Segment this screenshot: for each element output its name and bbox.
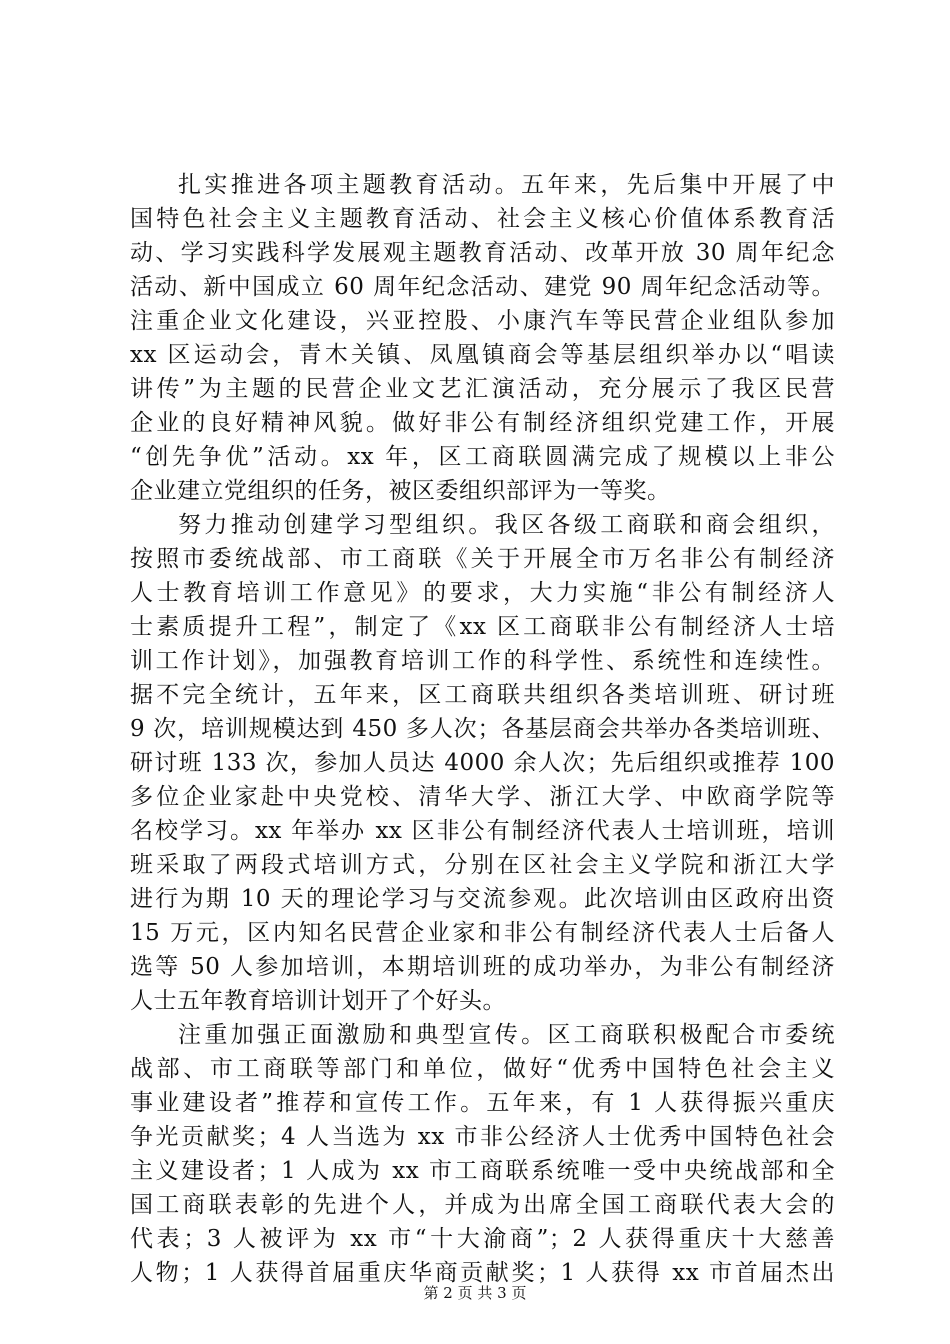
- paragraph-1-line-4: 活动、新中国成立 60 周年纪念活动、建党 90 周年纪念活动等。: [130, 274, 835, 300]
- paragraph-3-line-8: 人物；1 人获得首届重庆华商贡献奖；1 人获得 xx 市首届杰出: [130, 1260, 835, 1286]
- paragraph-2-line-6: 据不完全统计，五年来，区工商联共组织各类培训班、研讨班: [130, 682, 835, 708]
- document-body: [130, 168, 835, 1290]
- paragraph-2-line-15: 人士五年教育培训计划开了个好头。: [130, 988, 506, 1014]
- paragraph-2-line-4: 士素质提升工程”，制定了《xx 区工商联非公有制经济人士培: [130, 614, 835, 640]
- paragraph-1-line-8: 企业的良好精神风貌。做好非公有制经济组织党建工作，开展: [130, 410, 835, 436]
- paragraph-3-line-2: 战部、市工商联等部门和单位，做好“优秀中国特色社会主义: [130, 1056, 835, 1082]
- paragraph-1-line-6: xx 区运动会，青木关镇、凤凰镇商会等基层组织举办以“唱读: [130, 342, 835, 368]
- paragraph-2-line-8: 研讨班 133 次，参加人员达 4000 余人次；先后组织或推荐 100: [130, 750, 835, 776]
- paragraph-2-line-13: 15 万元，区内知名民营企业家和非公有制经济代表人士后备人: [130, 920, 835, 946]
- paragraph-2-line-2: 按照市委统战部、市工商联《关于开展全市万名非公有制经济: [130, 546, 835, 572]
- paragraph-2-line-1: 努力推动创建学习型组织。我区各级工商联和商会组织，: [178, 512, 835, 538]
- paragraph-1-line-3: 动、学习实践科学发展观主题教育活动、改革开放 30 周年纪念: [130, 240, 835, 266]
- paragraph-2-line-5: 训工作计划》，加强教育培训工作的科学性、系统性和连续性。: [130, 648, 835, 674]
- paragraph-3-line-4: 争光贡献奖；4 人当选为 xx 市非公经济人士优秀中国特色社会: [130, 1124, 835, 1150]
- paragraph-3-line-6: 国工商联表彰的先进个人，并成为出席全国工商联代表大会的: [130, 1192, 835, 1218]
- paragraph-2-line-11: 班采取了两段式培训方式，分别在区社会主义学院和浙江大学: [130, 852, 835, 878]
- paragraph-2-line-9: 多位企业家赴中央党校、清华大学、浙江大学、中欧商学院等: [130, 784, 835, 810]
- paragraph-2-line-14: 选等 50 人参加培训，本期培训班的成功举办，为非公有制经济: [130, 954, 835, 980]
- paragraph-1-line-10: 企业建立党组织的任务，被区委组织部评为一等奖。: [130, 478, 671, 504]
- paragraph-1-line-2: 国特色社会主义主题教育活动、社会主义核心价值体系教育活: [130, 206, 835, 232]
- paragraph-3-line-1: 注重加强正面激励和典型宣传。区工商联积极配合市委统: [178, 1022, 835, 1048]
- paragraph-2-line-3: 人士教育培训工作意见》的要求，大力实施“非公有制经济人: [130, 580, 835, 606]
- paragraph-3-line-5: 主义建设者；1 人成为 xx 市工商联系统唯一受中央统战部和全: [130, 1158, 835, 1184]
- page-number-footer: 第 2 页 共 3 页: [423, 1284, 527, 1302]
- paragraph-2-line-10: 名校学习。xx 年举办 xx 区非公有制经济代表人士培训班，培训: [130, 818, 835, 844]
- paragraph-2-line-12: 进行为期 10 天的理论学习与交流参观。此次培训由区政府出资: [130, 886, 835, 912]
- paragraph-1-line-5: 注重企业文化建设，兴亚控股、小康汽车等民营企业组队参加: [130, 308, 835, 334]
- paragraph-1-line-9: “创先争优”活动。xx 年，区工商联圆满完成了规模以上非公: [130, 444, 835, 470]
- paragraph-2-line-7: 9 次，培训规模达到 450 多人次；各基层商会共举办各类培训班、: [130, 716, 835, 742]
- paragraph-1-line-1: 扎实推进各项主题教育活动。五年来，先后集中开展了中: [178, 172, 835, 198]
- paragraph-3-line-7: 代表；3 人被评为 xx 市“十大渝商”；2 人获得重庆十大慈善: [130, 1226, 835, 1252]
- paragraph-1-line-7: 讲传”为主题的民营企业文艺汇演活动，充分展示了我区民营: [130, 376, 835, 402]
- paragraph-3-line-3: 事业建设者”推荐和宣传工作。五年来，有 1 人获得振兴重庆: [130, 1090, 835, 1116]
